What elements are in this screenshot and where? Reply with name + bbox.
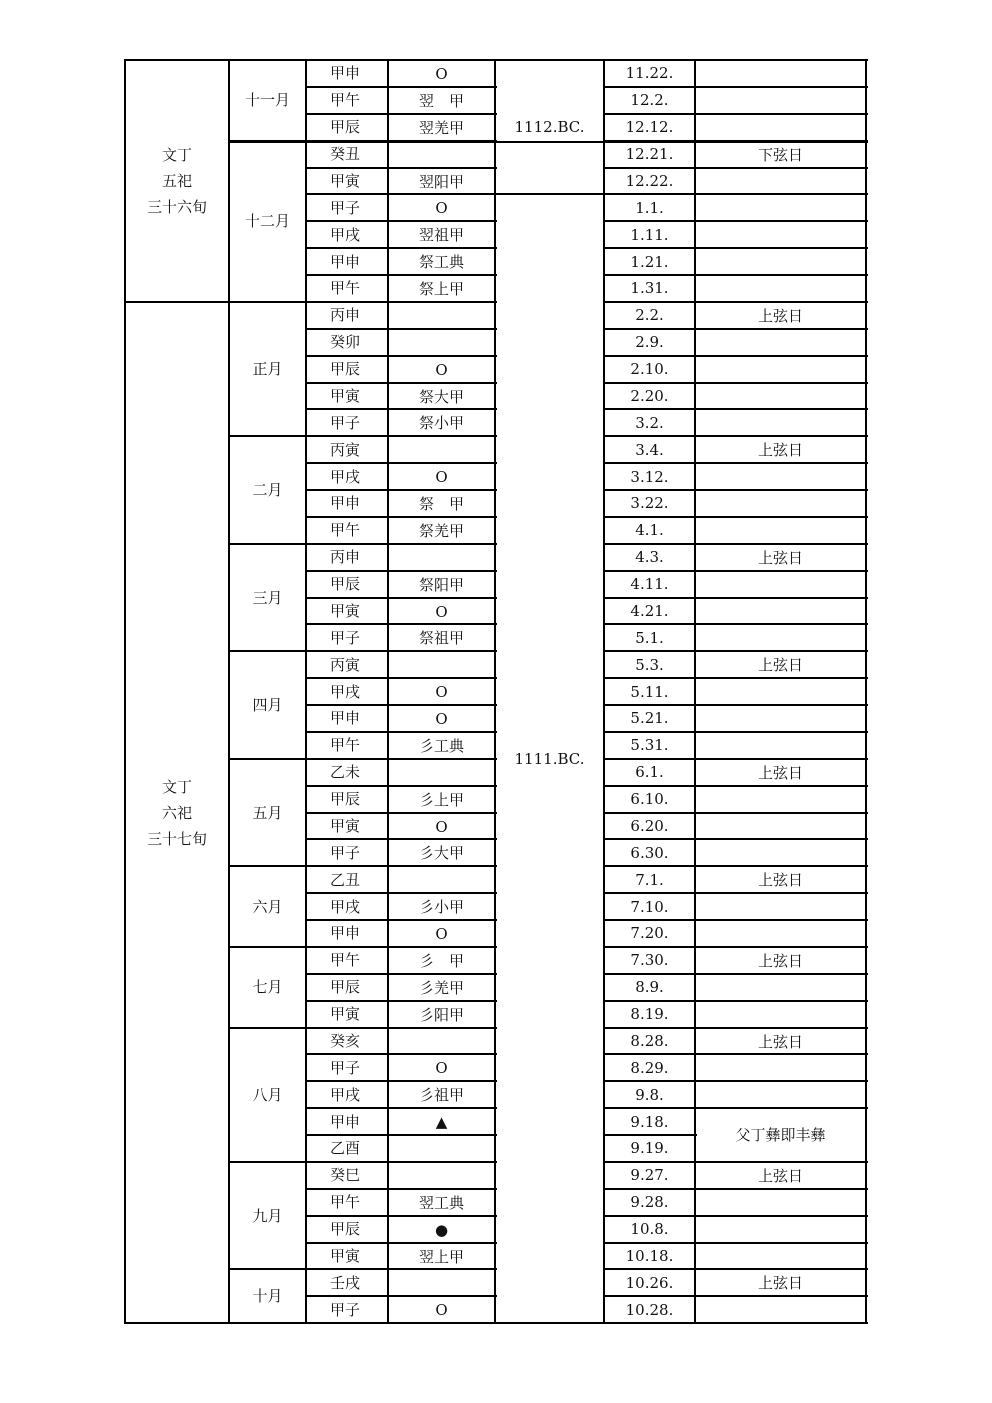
month-cell: 六月	[252, 897, 283, 916]
ritual-cell: O	[435, 683, 448, 702]
note-cell	[695, 1189, 866, 1216]
ritual-cell: 祭上甲	[418, 280, 464, 298]
date-cell: 11.22.	[625, 64, 674, 83]
ritual-cell: O	[435, 1301, 448, 1320]
ritual-cell: 祭大甲	[418, 387, 464, 406]
note-cell	[695, 463, 866, 490]
ritual-cell	[388, 141, 495, 168]
ritual-cell: 彡羌甲	[418, 978, 464, 997]
ritual-cell	[388, 436, 495, 463]
ganzhi-cell: 乙酉	[330, 1139, 361, 1158]
date-cell: 2.20.	[630, 386, 669, 405]
date-cell: 9.8.	[635, 1085, 664, 1104]
ritual-cell: 翌羌甲	[418, 118, 464, 137]
note-cell	[695, 60, 866, 87]
ritual-cell: O	[435, 65, 448, 83]
date-cell: 3.4.	[635, 440, 664, 459]
note-cell	[695, 114, 866, 141]
note-cell: 上弦日	[757, 871, 803, 890]
note-cell	[695, 839, 866, 866]
note-cell: 上弦日	[757, 441, 803, 460]
year-label-line: 三十六旬	[146, 197, 207, 216]
ritual-cell: 翌祖甲	[418, 226, 464, 245]
date-cell: 10.26.	[625, 1273, 674, 1292]
ganzhi-cell: 甲午	[330, 279, 361, 298]
note-cell: 上弦日	[757, 763, 803, 782]
date-cell: 8.9.	[635, 978, 664, 997]
ganzhi-cell: 甲申	[330, 709, 361, 728]
note-cell: 上弦日	[757, 1166, 803, 1185]
note-cell	[695, 786, 866, 813]
ganzhi-cell: 癸巳	[330, 1166, 361, 1185]
ganzhi-cell: 甲戌	[330, 897, 361, 916]
ganzhi-cell: 甲寅	[330, 1246, 361, 1265]
note-cell	[695, 1296, 866, 1323]
date-cell: 9.28.	[630, 1193, 669, 1212]
date-cell: 12.12.	[625, 118, 674, 137]
ritual-cell: 祭小甲	[418, 414, 464, 433]
date-cell: 3.2.	[635, 413, 664, 432]
date-cell: 5.31.	[630, 736, 669, 755]
ganzhi-cell: 甲戌	[330, 467, 361, 486]
ganzhi-cell: 甲午	[330, 521, 361, 540]
ganzhi-cell: 甲戌	[330, 682, 361, 701]
note-cell	[695, 383, 866, 410]
date-cell: 5.3.	[635, 655, 664, 674]
ganzhi-cell: 甲申	[330, 252, 361, 271]
note-cell: 上弦日	[757, 1274, 803, 1293]
ritual-cell: O	[435, 360, 448, 379]
ganzhi-cell: 甲寅	[330, 171, 361, 190]
date-cell: 6.1.	[635, 763, 664, 782]
ganzhi-cell: 甲辰	[330, 575, 361, 594]
ganzhi-cell: 甲午	[330, 736, 361, 755]
date-cell: 4.21.	[630, 601, 669, 620]
ganzhi-cell: 甲辰	[330, 118, 361, 137]
ritual-cell: 彡上甲	[418, 790, 464, 809]
date-cell: 5.11.	[630, 682, 669, 701]
ritual-cell: 彡阳甲	[418, 1005, 464, 1024]
year-cell	[125, 302, 229, 1323]
date-cell: 6.20.	[630, 816, 669, 835]
note-cell	[695, 1243, 866, 1270]
date-cell: 9.18.	[630, 1112, 669, 1131]
ganzhi-cell: 癸丑	[330, 145, 361, 164]
note-cell	[695, 705, 866, 732]
date-cell: 12.22.	[625, 171, 674, 190]
note-cell: 上弦日	[757, 1032, 803, 1051]
ritual-cell: 彡小甲	[418, 898, 464, 917]
ganzhi-cell: 甲申	[330, 1112, 361, 1131]
ritual-cell: 彡 甲	[418, 951, 464, 970]
date-cell: 4.3.	[635, 548, 664, 567]
date-cell: 9.27.	[630, 1166, 669, 1185]
date-cell: 8.19.	[630, 1005, 669, 1024]
ganzhi-cell: 甲寅	[330, 1005, 361, 1024]
note-cell	[695, 248, 866, 275]
ritual-cell: O	[435, 925, 448, 943]
date-cell: 10.8.	[630, 1220, 669, 1239]
ritual-cell: 翌工典	[418, 1193, 464, 1212]
month-cell: 十月	[252, 1287, 283, 1306]
month-cell: 十二月	[244, 212, 290, 231]
date-cell: 4.1.	[635, 521, 664, 540]
ritual-cell: 祭 甲	[418, 495, 464, 513]
ganzhi-cell: 甲戌	[330, 225, 361, 244]
date-cell: 6.30.	[630, 843, 669, 862]
ritual-cell	[388, 544, 495, 571]
note-cell	[695, 1216, 866, 1243]
ganzhi-cell: 甲子	[330, 1058, 361, 1077]
month-cell: 五月	[252, 803, 283, 822]
ritual-cell: 彡祖甲	[418, 1086, 464, 1105]
note-cell	[695, 920, 866, 947]
note-cell	[695, 221, 866, 248]
ritual-cell	[388, 866, 495, 893]
ganzhi-cell: 甲子	[330, 1300, 361, 1319]
ganzhi-cell: 癸卯	[330, 333, 361, 352]
note-cell	[695, 87, 866, 114]
ritual-cell: 翌 甲	[418, 91, 464, 110]
note-cell	[695, 974, 866, 1001]
ganzhi-cell: 丙寅	[330, 440, 361, 459]
date-cell: 5.21.	[630, 709, 669, 728]
note-cell: 上弦日	[757, 656, 803, 675]
date-cell: 5.1.	[635, 628, 664, 647]
ritual-cell: ▲	[435, 1113, 448, 1132]
ganzhi-cell: 甲辰	[330, 790, 361, 809]
note-cell: 下弦日	[757, 145, 803, 164]
ganzhi-cell: 乙未	[330, 763, 361, 782]
ganzhi-cell: 甲午	[330, 91, 361, 110]
ritual-cell	[388, 1028, 495, 1055]
era-cell: 1111.BC.	[514, 749, 585, 768]
note-cell	[695, 490, 866, 517]
ganzhi-cell: 甲辰	[330, 978, 361, 997]
ganzhi-cell: 甲申	[330, 64, 361, 83]
date-cell: 8.28.	[630, 1031, 669, 1050]
ganzhi-cell: 甲戌	[330, 1085, 361, 1104]
date-cell: 12.2.	[630, 91, 669, 110]
date-cell: 7.10.	[630, 897, 669, 916]
ganzhi-cell: 甲申	[330, 494, 361, 513]
ganzhi-cell: 丙寅	[330, 655, 361, 674]
date-cell: 1.11.	[630, 225, 669, 244]
note-cell	[695, 732, 866, 759]
month-cell: 十一月	[244, 91, 290, 110]
date-cell: 10.28.	[625, 1300, 674, 1319]
ritual-cell: 祭工典	[418, 253, 464, 272]
date-cell: 2.9.	[635, 333, 664, 352]
date-cell: 6.10.	[630, 790, 669, 809]
ganzhi-cell: 甲子	[330, 628, 361, 647]
year-label-line: 五祀	[161, 171, 192, 190]
note-cell	[695, 1054, 866, 1081]
year-label-line: 文丁	[161, 145, 192, 164]
note-cell	[695, 329, 866, 356]
ganzhi-cell: 癸亥	[330, 1031, 361, 1050]
ritual-cell: 彡大甲	[418, 844, 464, 863]
date-cell: 9.19.	[630, 1139, 669, 1158]
ritual-cell: O	[435, 468, 448, 487]
ganzhi-cell: 乙丑	[330, 870, 361, 889]
year-label-line: 文丁	[161, 777, 192, 796]
date-cell: 12.21.	[625, 145, 674, 164]
date-cell: 3.12.	[630, 467, 669, 486]
era-cell: 1112.BC.	[514, 118, 585, 137]
month-cell: 七月	[252, 978, 283, 997]
ritual-cell	[388, 1135, 495, 1162]
ritual-cell: 祭羌甲	[418, 521, 464, 540]
ritual-cell	[388, 329, 495, 356]
date-cell: 1.31.	[630, 279, 669, 298]
month-cell: 八月	[252, 1085, 283, 1104]
month-cell: 四月	[252, 696, 283, 714]
ritual-cell	[388, 1162, 495, 1189]
ritual-cell: ●	[434, 1220, 449, 1239]
note-cell	[695, 678, 866, 705]
ritual-cell: 翌阳甲	[418, 172, 464, 191]
ritual-cell: O	[435, 199, 448, 218]
ganzhi-cell: 甲申	[330, 924, 361, 943]
ganzhi-cell: 甲寅	[330, 816, 361, 835]
note-cell: 上弦日	[757, 951, 803, 970]
note-cell: 上弦日	[757, 548, 803, 567]
year-label-line: 六祀	[161, 803, 192, 822]
ganzhi-cell: 丙申	[330, 548, 361, 567]
note-cell	[695, 598, 866, 625]
ritual-cell: O	[435, 817, 448, 836]
ritual-cell	[388, 302, 495, 329]
date-cell: 2.2.	[635, 306, 664, 325]
ganzhi-cell: 壬戌	[330, 1273, 361, 1292]
year-cell	[125, 60, 229, 302]
ritual-cell	[388, 1269, 495, 1296]
ritual-cell: 翌上甲	[418, 1247, 464, 1266]
note-cell	[695, 168, 866, 195]
ganzhi-cell: 甲午	[330, 951, 361, 970]
note-cell	[695, 813, 866, 840]
date-cell: 10.18.	[625, 1246, 674, 1265]
ritual-cell: O	[435, 602, 448, 621]
date-cell: 4.11.	[630, 575, 669, 594]
note-cell: 上弦日	[757, 306, 803, 325]
ganzhi-cell: 甲寅	[330, 601, 361, 620]
ganzhi-cell: 甲子	[330, 843, 361, 862]
merged-note-cell: 父丁彝即丰彝	[735, 1126, 826, 1144]
note-cell	[695, 624, 866, 651]
note-cell	[695, 1081, 866, 1108]
note-cell	[695, 517, 866, 544]
ganzhi-cell: 甲寅	[330, 386, 361, 405]
ganzhi-cell: 甲午	[330, 1193, 361, 1212]
ganzhi-cell: 丙申	[330, 306, 361, 325]
date-cell: 7.1.	[635, 870, 664, 889]
month-cell: 九月	[252, 1206, 283, 1225]
date-cell: 8.29.	[630, 1058, 669, 1077]
date-cell: 1.21.	[630, 252, 669, 271]
ritual-cell: O	[435, 1059, 448, 1078]
month-cell: 二月	[252, 481, 283, 499]
note-cell	[695, 356, 866, 383]
ritual-cell	[388, 651, 495, 678]
note-cell	[695, 893, 866, 920]
ganzhi-cell: 甲辰	[330, 360, 361, 379]
ganzhi-cell: 甲辰	[330, 1220, 361, 1239]
note-cell	[695, 409, 866, 436]
date-cell: 2.10.	[630, 360, 669, 379]
ritual-cell: 彡工典	[418, 736, 464, 755]
ritual-cell: 祭祖甲	[418, 629, 464, 648]
date-cell: 3.22.	[630, 494, 669, 513]
date-cell: 1.1.	[635, 198, 664, 217]
ganzhi-cell: 甲子	[330, 413, 361, 432]
year-label-line: 三十七旬	[146, 829, 207, 848]
note-cell	[695, 1001, 866, 1028]
ritual-cell	[388, 759, 495, 786]
ritual-cell: 祭阳甲	[418, 575, 464, 594]
note-cell	[695, 275, 866, 302]
ritual-cell: O	[435, 710, 448, 728]
ganzhi-cell: 甲子	[330, 198, 361, 217]
date-cell: 7.30.	[630, 951, 669, 970]
date-cell: 7.20.	[630, 924, 669, 943]
note-cell	[695, 194, 866, 221]
note-cell	[695, 571, 866, 598]
month-cell: 三月	[252, 588, 283, 607]
month-cell: 正月	[252, 360, 283, 379]
